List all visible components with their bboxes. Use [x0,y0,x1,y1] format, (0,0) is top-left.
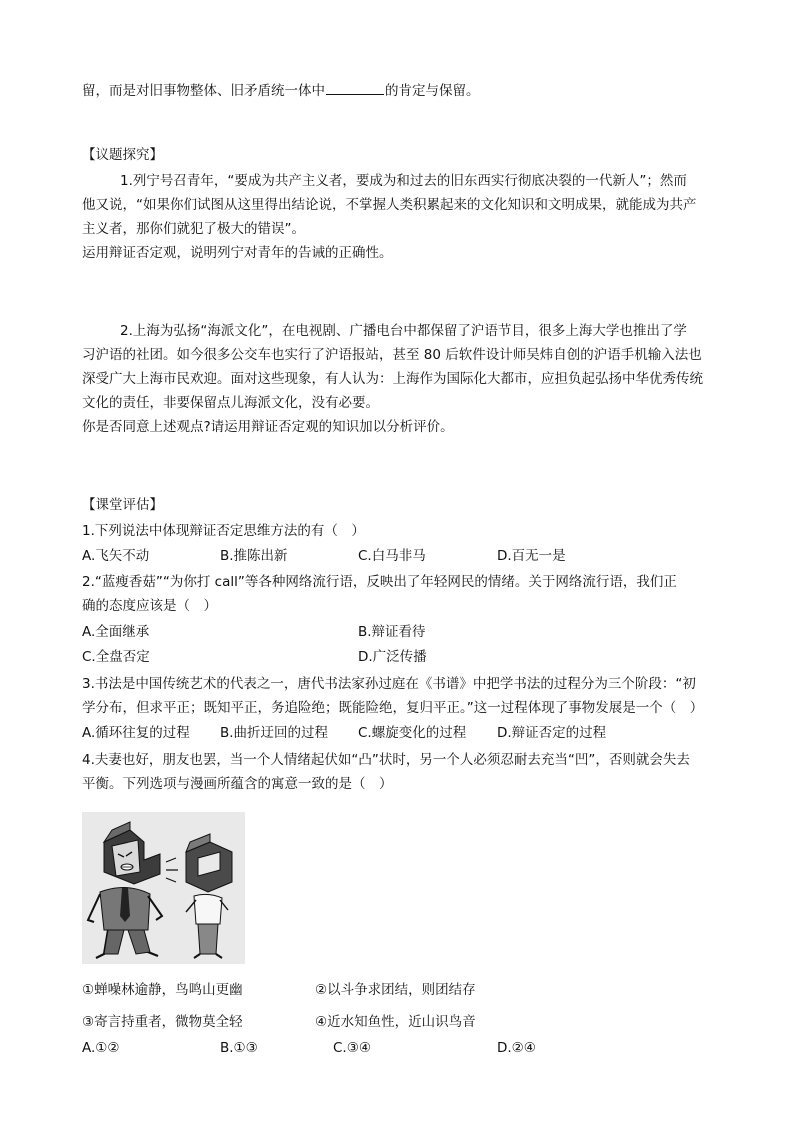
assess-q4-statement-2: ②以斗争求团结，则团结存 [315,982,476,998]
intro-line [82,82,480,100]
assess-q1-stem: 1.下列说法中体现辩证否定思维方法的有（ ） [82,523,365,539]
explore-q1-line: 他又说，“如果你们试图从这里得出结论说，不掌握人类积累起来的文化知识和文明成果，就能成为共产 [82,197,697,213]
assess-heading: 【课堂评估】 [82,497,163,513]
assess-q2-option-d: D.广泛传播 [358,649,427,665]
explore-heading: 【议题探究】 [82,147,163,163]
assess-q3-stem: 3.书法是中国传统艺术的代表之一，唐代书法家孙过庭在《书谱》中把学书法的过程分为三个阶段：“初 [82,676,696,692]
assess-q2-stem: 确的态度应该是（ ） [82,598,217,614]
assess-q2-option-c: C.全盘否定 [82,649,150,665]
assess-q1-option-d: D.百无一是 [497,548,566,564]
explore-q2-task: 你是否同意上述观点?请运用辩证否定观的知识加以分析评价。 [82,419,454,435]
assess-q1-option-b: B.推陈出新 [220,548,288,564]
intro-text-before: 留，而是对旧事物整体、旧矛盾统一体中 [82,83,325,99]
assess-q4-option-d: D.②④ [497,1040,536,1056]
small-man-figure [186,834,232,958]
angry-man-figure [88,822,162,958]
assess-q1-option-c: C.白马非马 [358,548,426,564]
explore-q2-line: 2.上海为弘扬“海派文化”，在电视剧、广播电台中都保留了沪语节目，很多上海大学也推出了学 [120,323,687,339]
assess-q4-stem: 4.夫妻也好，朋友也罢，当一个人情绪起伏如“凸”状时，另一个人必须忍耐去充当“凹”，否则就会失去 [82,752,690,768]
assess-q2-option-b: B.辩证看待 [358,624,426,640]
cartoon-illustration [82,812,245,964]
intro-text-after: 的肯定与保留。 [385,83,480,99]
assess-q4-statement-4: ④近水知鱼性，近山识鸟音 [315,1014,476,1030]
assess-q3-option-a: A.循环往复的过程 [82,725,190,741]
assess-q3-option-d: D.辩证否定的过程 [497,725,607,741]
explore-q1-task: 运用辩证否定观，说明列宁对青年的告诫的正确性。 [82,245,393,261]
explore-q1-line: 主义者，那你们就犯了极大的错误”。 [82,221,305,237]
explore-q2-line: 习沪语的社团。如今很多公交车也实行了沪语报站，甚至 80 后软件设计师吴炜自创的沪语手机输入法也 [82,347,702,363]
assess-q3-option-b: B.曲折迂回的过程 [220,725,329,741]
assess-q3-stem: 学分布，但求平正；既知平正，务追险绝；既能险绝，复归平正。”这一过程体现了事物发展是一个（ ） [82,700,704,716]
assess-q4-statement-3: ③寄言持重者，微物莫全轻 [82,1014,243,1030]
assess-q4-statement-1: ①蝉噪林逾静，鸟鸣山更幽 [82,982,243,998]
assess-q1-option-a: A.飞矢不动 [82,548,150,564]
shout-lines [166,858,178,882]
assess-q2-stem: 2.“蓝瘦香菇”“为你打 call”等各种网络流行语，反映出了年轻网民的情绪。关于网络流行语，我们正 [82,574,677,590]
assess-q4-option-c: C.③④ [333,1040,371,1056]
assess-q3-option-c: C.螺旋变化的过程 [358,725,467,741]
fill-blank [326,82,384,95]
explore-q2-line: 文化的责任，非要保留点儿海派文化，没有必要。 [82,395,379,411]
assess-q4-stem: 平衡。下列选项与漫画所蕴含的寓意一致的是（ ） [82,776,393,792]
assess-q2-option-a: A.全面继承 [82,624,150,640]
explore-q2-line: 深受广大上海市民欢迎。面对这些现象，有人认为：上海作为国际化大都市，应担负起弘扬中华优秀传统 [82,371,703,387]
assess-q4-option-b: B.①③ [220,1040,258,1056]
cartoon-figures [82,812,245,964]
explore-q1-line: 1.列宁号召青年，“要成为共产主义者，要成为和过去的旧东西实行彻底决裂的一代新人”；然而 [120,173,687,189]
assess-q4-option-a: A.①② [82,1040,120,1056]
